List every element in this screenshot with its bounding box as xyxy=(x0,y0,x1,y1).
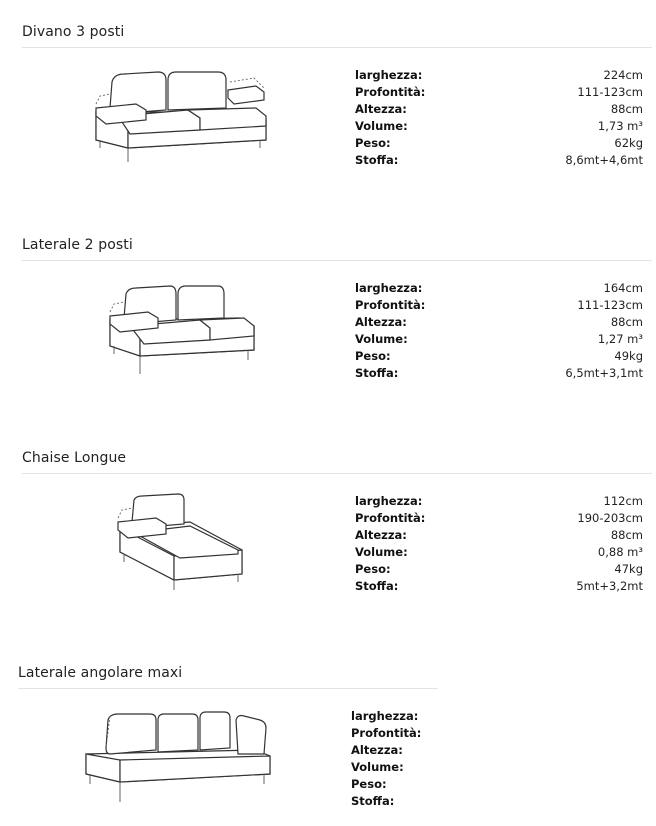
spec-label: Peso: xyxy=(355,562,391,576)
product-title-laterale-angolare-maxi: Laterale angolare maxi xyxy=(18,665,183,681)
product-title-divano-3-posti: Divano 3 posti xyxy=(22,24,125,40)
spec-label: Peso: xyxy=(355,349,391,363)
spec-label: Profontità: xyxy=(355,298,426,312)
spec-value: 112cm xyxy=(603,494,643,508)
spec-value: 88cm xyxy=(610,528,643,542)
spec-label: Profontità: xyxy=(355,511,426,525)
specs-laterale-angolare-maxi xyxy=(351,708,501,810)
spec-label: Stoffa: xyxy=(355,153,399,167)
spec-value: 224cm xyxy=(603,68,643,82)
spec-label: larghezza: xyxy=(351,709,419,723)
specs-chaise-longue xyxy=(355,493,643,595)
spec-label: larghezza: xyxy=(355,68,423,82)
spec-label: larghezza: xyxy=(355,494,423,508)
spec-value: 88cm xyxy=(610,315,643,329)
spec-label: larghezza: xyxy=(355,281,423,295)
spec-value: 6,5mt+3,1mt xyxy=(565,366,643,380)
laterale-angolare-maxi-drawing xyxy=(80,708,276,812)
spec-value: 190-203cm xyxy=(577,511,643,525)
spec-label: Stoffa: xyxy=(355,366,399,380)
spec-value: 49kg xyxy=(614,349,643,363)
spec-label: Profontità: xyxy=(355,85,426,99)
divano-3-posti-drawing xyxy=(88,60,278,170)
product-title-laterale-2-posti: Laterale 2 posti xyxy=(22,237,133,253)
section-divider xyxy=(18,688,438,689)
spec-label: Altezza: xyxy=(351,743,403,757)
spec-label: Altezza: xyxy=(355,315,407,329)
spec-label: Volume: xyxy=(355,119,408,133)
spec-label: Profontità: xyxy=(351,726,422,740)
spec-value: 1,27 m³ xyxy=(597,332,643,346)
spec-value: 164cm xyxy=(603,281,643,295)
chaise-longue-drawing xyxy=(110,492,250,594)
spec-label: Volume: xyxy=(355,545,408,559)
section-divider xyxy=(22,260,652,261)
spec-label: Peso: xyxy=(355,136,391,150)
spec-value: 1,73 m³ xyxy=(597,119,643,133)
spec-label: Peso: xyxy=(351,777,387,791)
spec-value: 111-123cm xyxy=(577,298,643,312)
spec-value: 0,88 m³ xyxy=(597,545,643,559)
specs-laterale-2-posti xyxy=(355,280,643,382)
spec-value: 111-123cm xyxy=(577,85,643,99)
spec-value: 5mt+3,2mt xyxy=(576,579,643,593)
spec-label: Altezza: xyxy=(355,528,407,542)
section-divider xyxy=(22,473,652,474)
spec-label: Volume: xyxy=(351,760,404,774)
spec-label: Altezza: xyxy=(355,102,407,116)
laterale-2-posti-drawing xyxy=(104,280,264,380)
spec-value: 47kg xyxy=(614,562,643,576)
spec-label: Stoffa: xyxy=(355,579,399,593)
product-title-chaise-longue: Chaise Longue xyxy=(22,450,127,466)
spec-label: Stoffa: xyxy=(351,794,395,808)
spec-value: 8,6mt+4,6mt xyxy=(565,153,643,167)
section-divider xyxy=(22,47,652,48)
specs-divano-3-posti xyxy=(355,67,643,169)
spec-value: 88cm xyxy=(610,102,643,116)
spec-label: Volume: xyxy=(355,332,408,346)
spec-value: 62kg xyxy=(614,136,643,150)
